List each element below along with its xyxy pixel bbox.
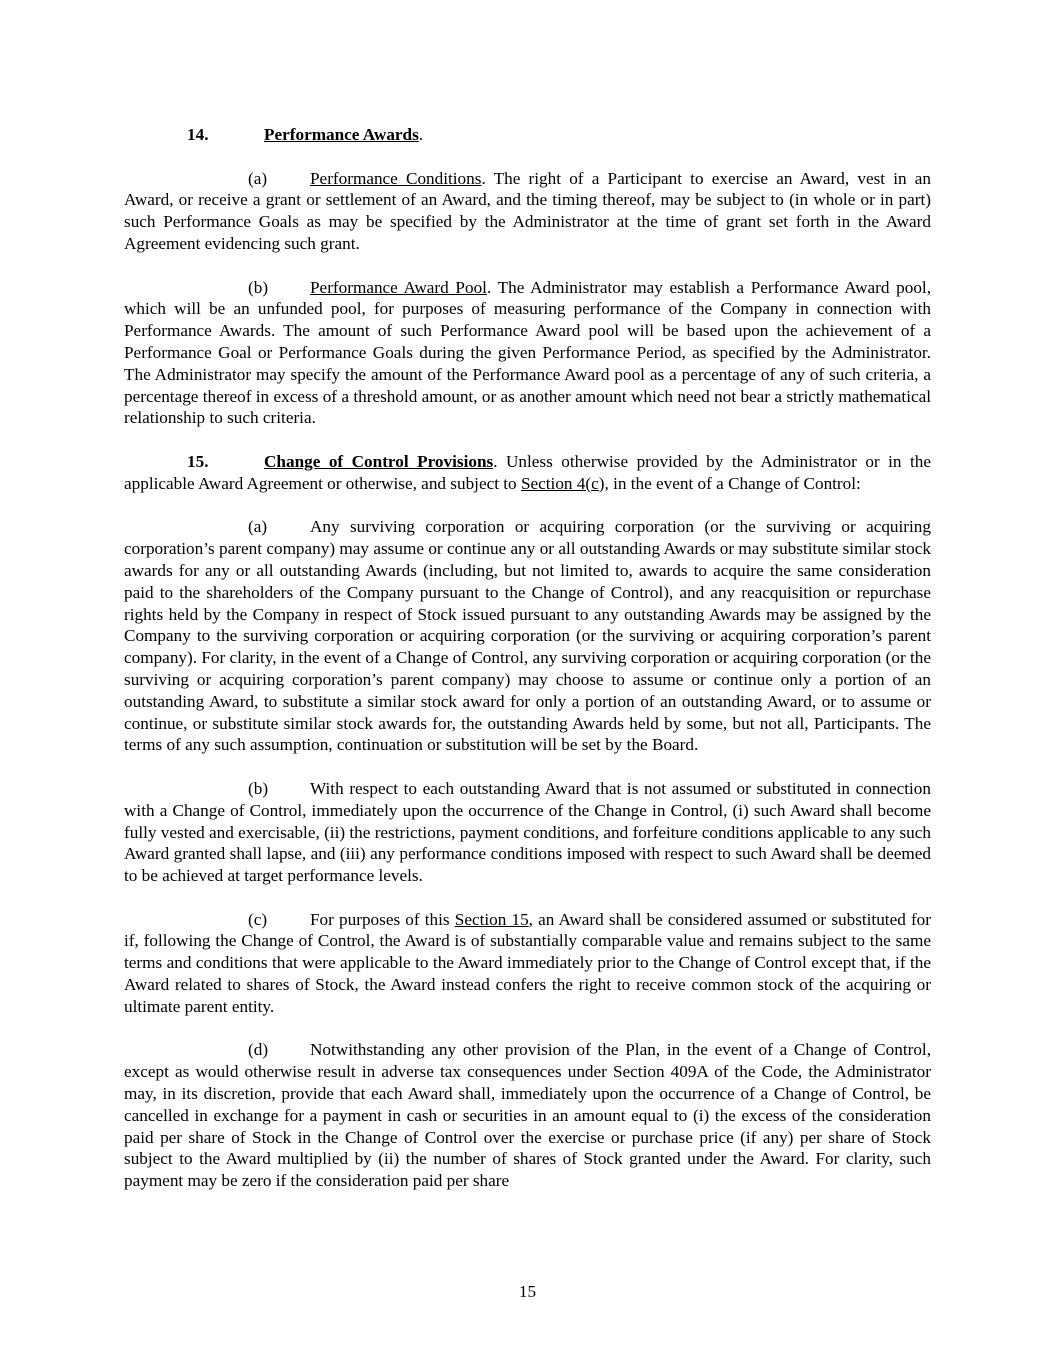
section-title: Performance Awards	[264, 125, 419, 144]
section-title-period: .	[418, 125, 424, 144]
paragraph-text: . The Administrator may establish a Performance Award pool, which will be an unfunded pool, for purposes of measuring performance of the Company in connection with Performance Awards. The amount of such Performance Award pool will be based upon the achievement of a Performance Goal or Performance Goals during the given Performance Period, as specified by the Administrator. The Administrator may specify the amount of the Performance Award pool as a percentage of any of such criteria, a percentage thereof in excess of a threshold amount, or as another amount which need not bear a strictly mathematical relationship to such criteria.	[124, 277, 931, 428]
subsection-title: Performance Award Pool	[310, 277, 487, 297]
subsection-label: (c)	[248, 909, 268, 929]
paragraph-text: Any surviving corporation or acquiring corporation (or the surviving or acquiring corporation’s parent company) may assume or continue any or all outstanding Awards or may substitute similar stock awards for any or all outstanding Awards (including, but not limited to, awards to acquire the same consideration paid to the shareholders of the Company pursuant to the Change of Control), and any reacquisition or repurchase rights held by the Company in respect of Stock issued pursuant to any outstanding Awards may be assigned by the Company to the surviving corporation or acquiring corporation (or the surviving or acquiring corporation’s parent company). For clarity, in the event of a Change of Control, any surviving corporation or acquiring corporation (or the surviving or acquiring corporation’s parent company) may choose to assume or continue only a portion of an outstanding Award, to substitute a similar stock award for only a portion of an outstanding Award, or to assume or continue, or substitute similar stock awards for, the outstanding Awards held by some, but not all, Participants. The terms of any such assumption, continuation or substitution will be set by the Board.	[124, 517, 931, 755]
section-number: 15.	[187, 451, 209, 471]
page-number: 15	[518, 1282, 537, 1301]
subsection-label: (d)	[248, 1040, 269, 1060]
section-15-heading	[124, 451, 931, 495]
section-15a-paragraph	[124, 516, 931, 756]
section-15d-paragraph	[124, 1039, 931, 1192]
paragraph-text: , an Award shall be considered assumed or substituted for if, following the Change of Control, the Award is of substantially comparable value and remains subject to the same terms and conditions that were applicable to the Award immediately prior to the Change of Control except that, if the Award related to shares of Stock, the Award instead confers the right to receive common stock of the acquiring or ultimate parent entity.	[124, 909, 931, 1016]
section-title: Change of Control Provisions	[264, 451, 494, 471]
subsection-label: (a)	[248, 517, 268, 537]
section-15b-paragraph	[124, 778, 931, 887]
paragraph-text: With respect to each outstanding Award that is not assumed or substituted in connection with a Change of Control, immediately upon the occurrence of the Change in Control, (i) such Award shall become fully vested and exercisable, (ii) the restrictions, payment conditions, and forfeiture conditions applicable to any such Award granted shall lapse, and (iii) any performance conditions imposed with respect to such Award shall be deemed to be achieved at target performance levels.	[124, 778, 931, 886]
paragraph-text: For purposes of this	[310, 909, 455, 929]
section-reference: Section 4(c),	[520, 473, 609, 493]
paragraph-text: Notwithstanding any other provision of the Plan, in the event of a Change of Control, except as would otherwise result in adverse tax consequences under Section 409A of the Code, the Administrator may, in its discretion, provide that each Award shall, immediately upon the occurrence of a Change of Control, be cancelled in exchange for a payment in cash or securities in an amount equal to (i) the excess of the consideration paid per share of Stock in the Change of Control over the exercise or purchase price (if any) per share of Stock subject to the Award multiplied by (ii) the number of shares of Stock granted under the Award. For clarity, such payment may be zero if the consideration paid per share	[124, 1040, 931, 1191]
paragraph-text: . Unless otherwise provided by the Administrator or in the applicable Award Agreement or otherwise, and subject to	[124, 451, 931, 493]
subsection-label: (b)	[248, 277, 269, 297]
section-14a-paragraph	[124, 168, 931, 255]
subsection-label: (b)	[248, 778, 269, 798]
section-15c-paragraph	[124, 909, 931, 1018]
section-14b-paragraph	[124, 277, 931, 430]
paragraph-text: . The right of a Participant to exercise an Award, vest in an Award, or receive a grant or settlement of an Award, and the timing thereof, may be subject to (in whole or in part) such Performance Goals as may be specified by the Administrator at the time of grant set forth in the Award Agreement evidencing such grant.	[124, 168, 932, 253]
document-page	[124, 124, 931, 1214]
subsection-label: (a)	[248, 168, 268, 188]
section-reference: Section 15	[454, 909, 529, 929]
paragraph-text: in the event of a Change of Control:	[608, 473, 861, 493]
section-number: 14.	[187, 125, 209, 144]
subsection-title: Performance Conditions	[310, 168, 482, 188]
section-14-heading	[124, 124, 931, 146]
